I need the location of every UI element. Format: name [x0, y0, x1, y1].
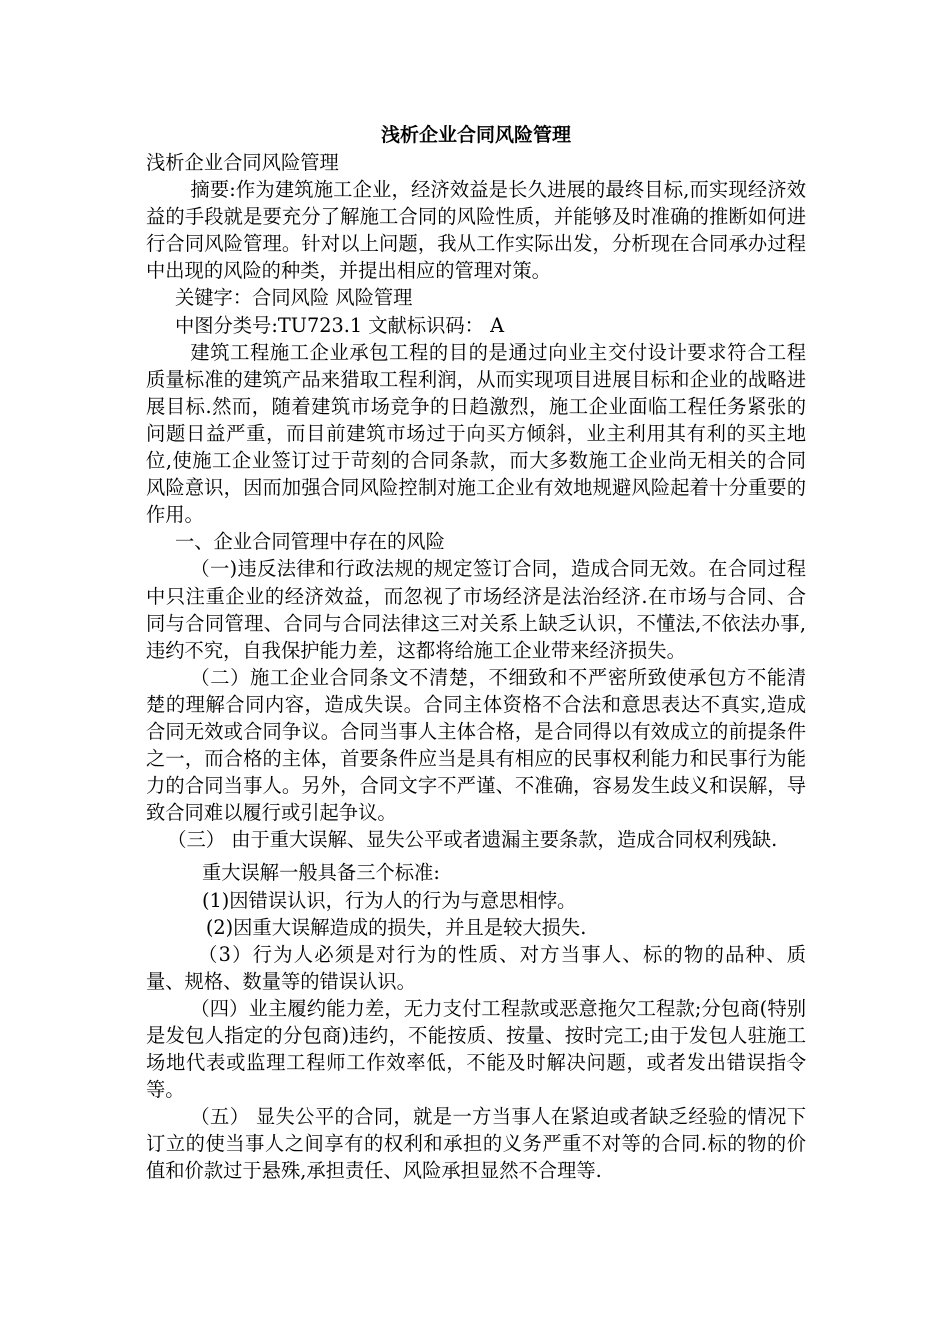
- keywords-line: 关键字：合同风险 风险管理: [174, 286, 413, 310]
- criterion-3: （3）行为人必须是对行为的性质、对方当事人、标的物的品种、质量、规格、数量等的错误认识。: [146, 942, 806, 993]
- criterion-2: (2)因重大误解造成的损失，并且是较大损失.: [205, 915, 587, 939]
- classification-line: 中图分类号:TU723.1 文献标识码： A: [174, 313, 505, 337]
- risk-item-3: （三） 由于重大误解、显失公平或者遗漏主要条款，造成合同权利残缺.: [167, 828, 778, 852]
- section-heading: 一、企业合同管理中存在的风险: [174, 530, 445, 554]
- criterion-1: (1)因错误认识，行为人的行为与意思相悖。: [201, 888, 577, 912]
- risk-item-4: （四）业主履约能力差，无力支付工程款或恶意拖欠工程款;分包商(特别是发包人指定的分包商)违约，不能按质、按量、按时完工;由于发包人驻施工场地代表或监理工程师工作效率低，不能及时解决问题，或者发出错误指令等。: [146, 996, 806, 1102]
- abstract-paragraph: 摘要:作为建筑施工企业，经济效益是长久进展的最终目标,而实现经济效益的手段就是要充分了解施工合同的风险性质，并能够及时准确的推断如何进行合同风险管理。针对以上问题，我从工作实际出发，分析现在合同承办过程中出现的风险的种类，并提出相应的管理对策。: [146, 178, 806, 283]
- risk-item-2: （二）施工企业合同条文不清楚，不细致和不严密所致使承包方不能清楚的理解合同内容，造成失误。合同主体资格不合法和意思表达不真实,造成合同无效或合同争议。合同当事人主体合格，是合同得以有效成立的前提条件之一，而合格的主体，首要条件应当是具有相应的民事权利能力和民事行为能力的合同当事人。另外，合同文字不严谨、不准确，容易发生歧义和误解，导致合同难以履行或引起争议。: [146, 665, 806, 825]
- risk-item-5: （五） 显失公平的合同，就是一方当事人在紧迫或者缺乏经验的情况下订立的使当事人之间享有的权利和承担的义务严重不对等的合同.标的物的价值和价款过于悬殊,承担责任、风险承担显然不合理等.: [146, 1105, 806, 1183]
- document-page: [146, 122, 806, 1185]
- risk-item-1: （一)违反法律和行政法规的规定签订合同，造成合同无效。在合同过程中只注重企业的经济效益，而忽视了市场经济是法治经济.在市场与合同、合同与合同管理、合同与合同法律这三对关系上缺乏认识，不懂法,不依法办事,违约不究，自我保护能力差，这都将给施工企业带来经济损失。: [146, 557, 806, 662]
- criteria-heading: 重大误解一般具备三个标准:: [201, 861, 440, 885]
- document-title: 浅析企业合同风险管理: [380, 124, 571, 146]
- intro-paragraph: 建筑工程施工企业承包工程的目的是通过向业主交付设计要求符合工程质量标准的建筑产品来猎取工程利润，从而实现项目进展目标和企业的战略进展目标.然而，随着建筑市场竞争的日趋激烈，施工企业面临工程任务紧张的问题日益严重，而目前建筑市场过于向买方倾斜，业主利用其有利的买主地位,使施工企业签订过于苛刻的合同条款，而大多数施工企业尚无相关的合同风险意识，因而加强合同风险控制对施工企业有效地规避风险起着十分重要的作用。: [146, 340, 806, 527]
- document-subtitle: 浅析企业合同风险管理: [146, 151, 339, 174]
